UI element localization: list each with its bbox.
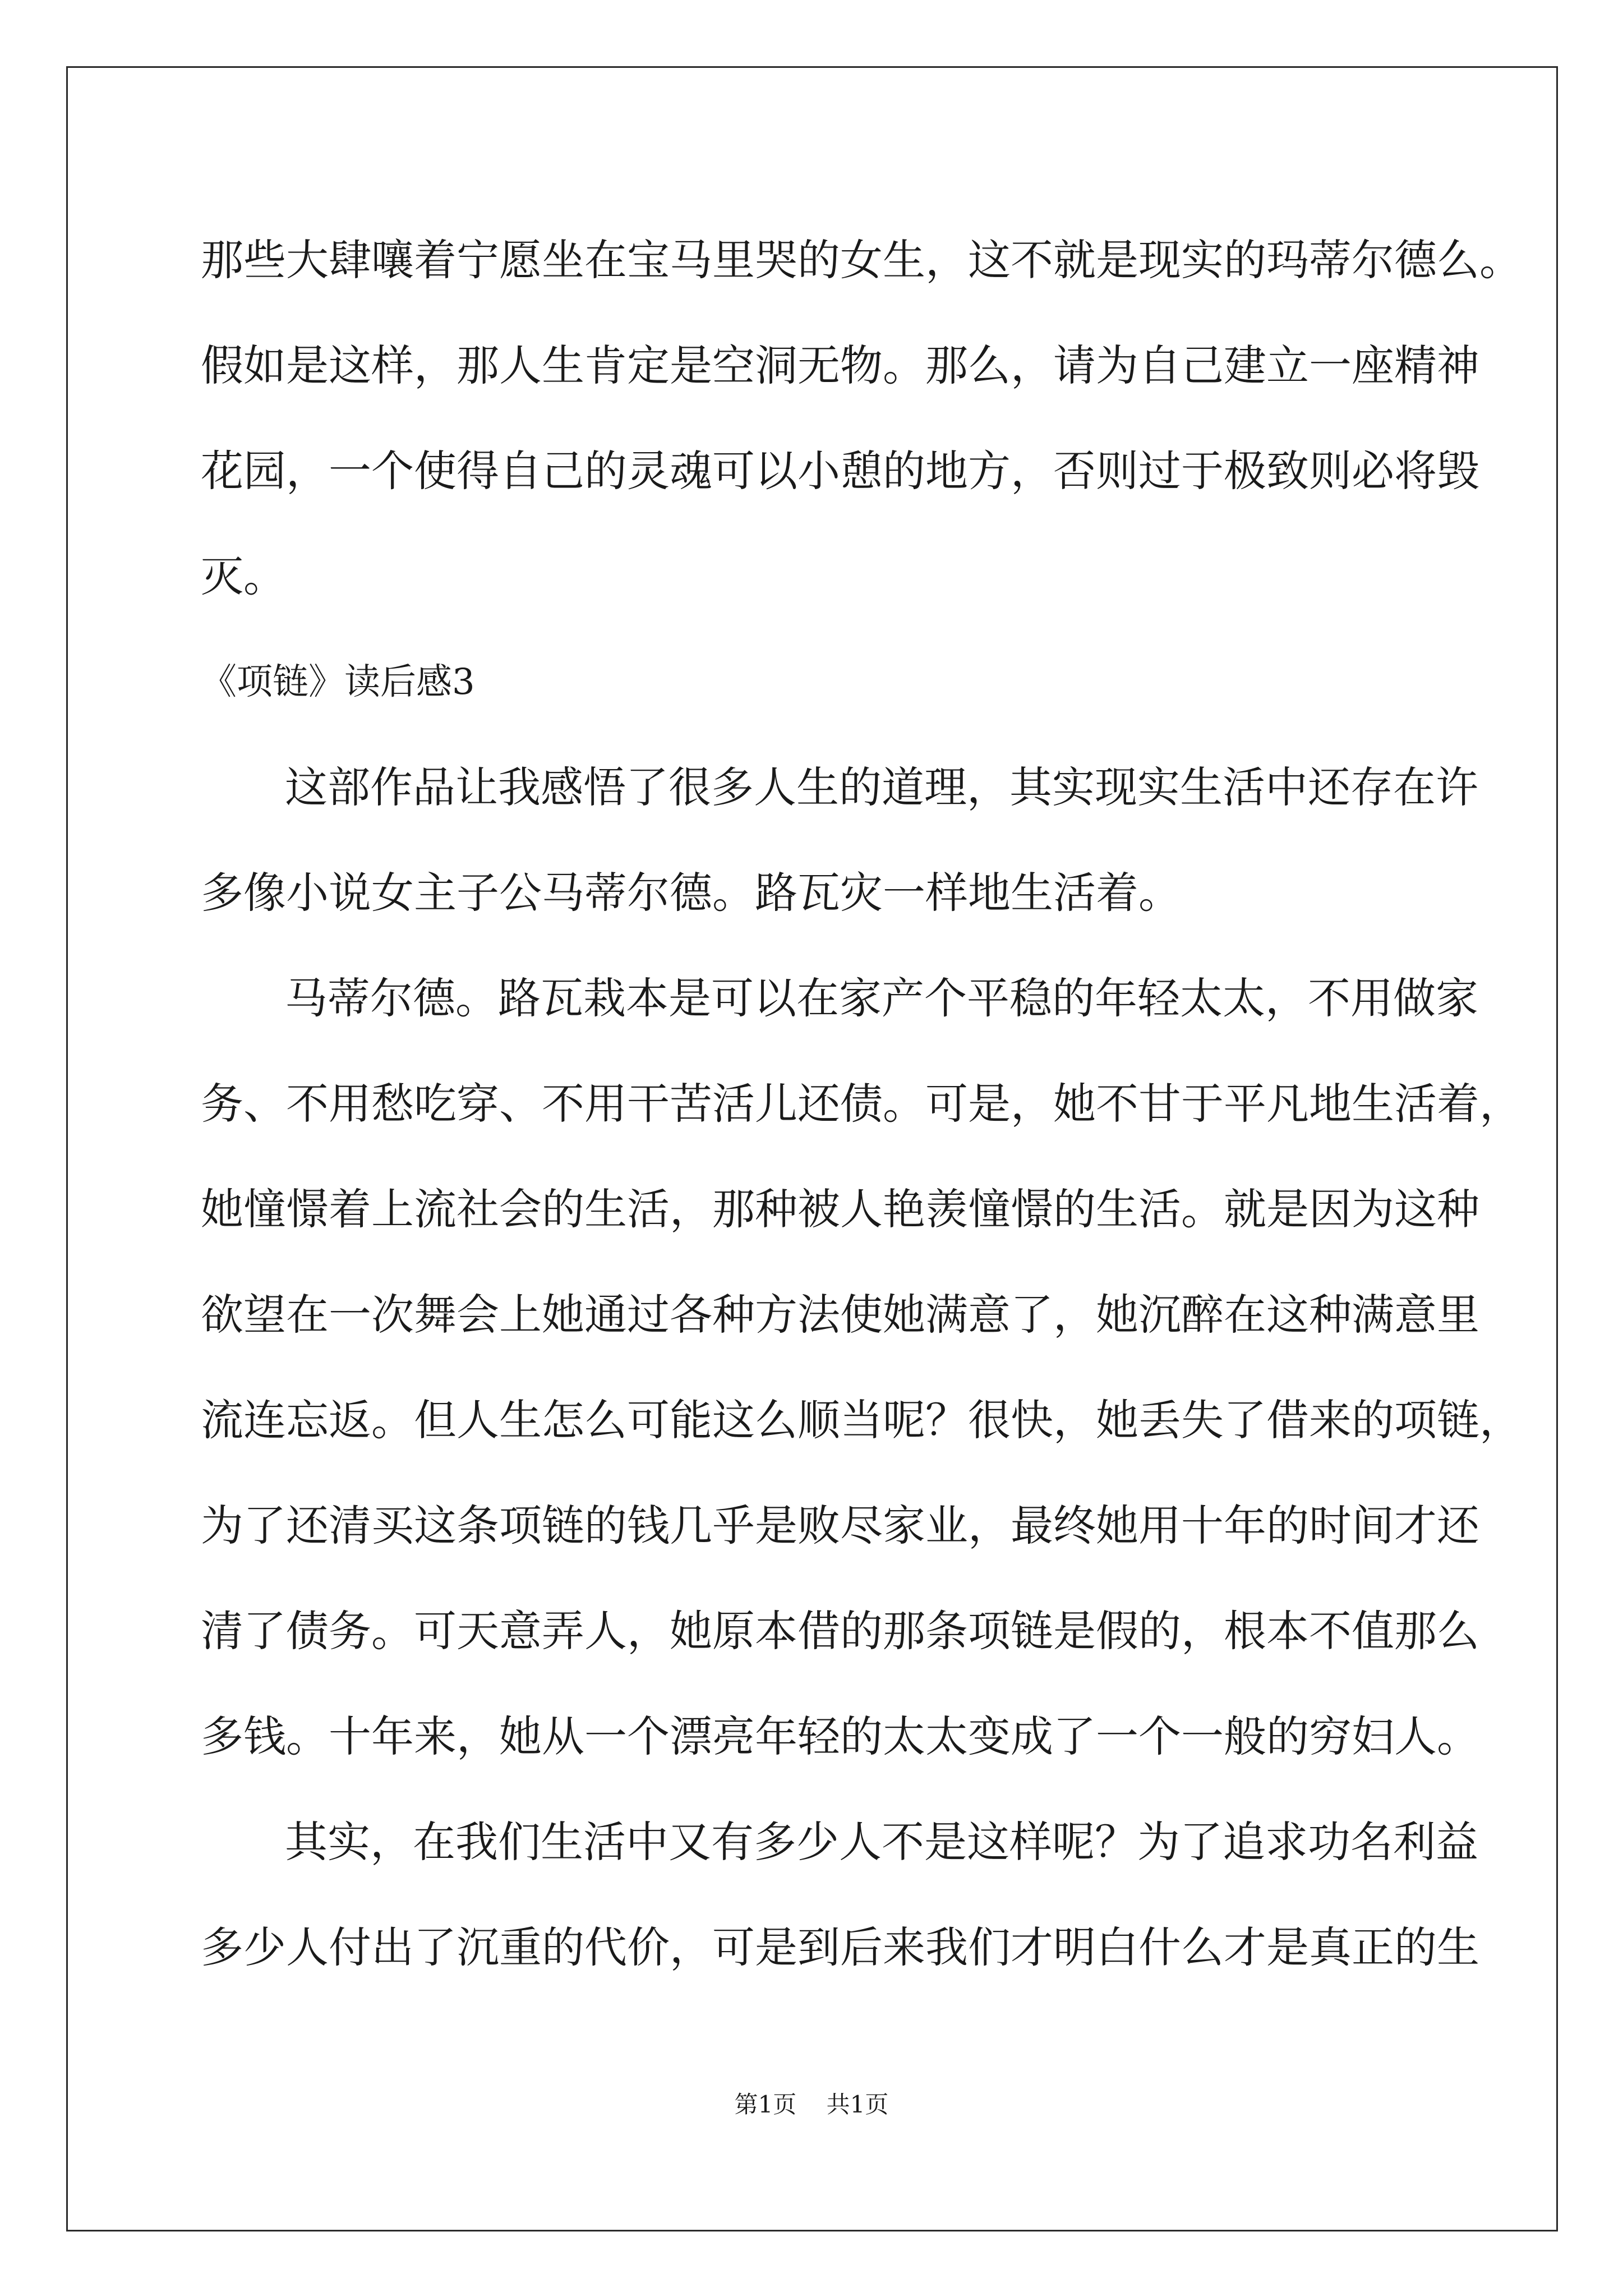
text-line: 务、不用愁吃穿、不用干苦活儿还债。可是，她不甘于平凡地生活着， [201, 1079, 1522, 1129]
section-heading: 《项链》读后感3 [201, 661, 475, 703]
text-line: 花园，一个使得自己的灵魂可以小憩的地方，否则过于极致则必将毁 [201, 446, 1479, 496]
text-line: 多钱。十年来，她从一个漂亮年轻的太太变成了一个一般的穷妇人。 [201, 1711, 1479, 1761]
paragraph-continued [201, 208, 1522, 629]
document-body [201, 208, 1522, 2000]
text-line: 欲望在一次舞会上她通过各种方法使她满意了，她沉醉在这种满意里 [201, 1290, 1479, 1340]
paragraph-2 [201, 946, 1522, 1789]
text-line: 其实，在我们生活中又有多少人不是这样呢？为了追求功名利益 [285, 1817, 1478, 1867]
text-line: 多少人付出了沉重的代价，可是到后来我们才明白什么才是真正的生 [201, 1922, 1479, 1972]
text-line: 流连忘返。但人生怎么可能这么顺当呢？很快，她丢失了借来的项链， [201, 1395, 1522, 1445]
text-line: 清了债务。可天意弄人，她原本借的那条项链是假的，根本不值那么 [201, 1606, 1479, 1656]
text-line: 马蒂尔德。路瓦栽本是可以在家产个平稳的年轻太太，不用做家 [285, 973, 1478, 1023]
paragraph-1 [201, 735, 1478, 946]
text-line: 这部作品让我感悟了很多人生的道理，其实现实生活中还存在许 [285, 762, 1478, 812]
text-line: 为了还清买这条项链的钱几乎是败尽家业，最终她用十年的时间才还 [201, 1501, 1479, 1550]
text-line: 假如是这样，那人生肯定是空洞无物。那么，请为自己建立一座精神 [201, 341, 1479, 390]
text-line: 多像小说女主子公马蒂尔德。路瓦灾一样地生活着。 [201, 868, 1181, 918]
text-line: 灭。 [201, 551, 286, 601]
page-footer: 第1页 共1页 [734, 2091, 889, 2118]
paragraph-3 [201, 1789, 1479, 2000]
text-line: 她憧憬着上流社会的生活，那种被人艳羡憧憬的生活。就是因为这种 [201, 1184, 1479, 1234]
text-line: 那些大肆嚷着宁愿坐在宝马里哭的女生，这不就是现实的玛蒂尔德么。 [201, 235, 1522, 285]
